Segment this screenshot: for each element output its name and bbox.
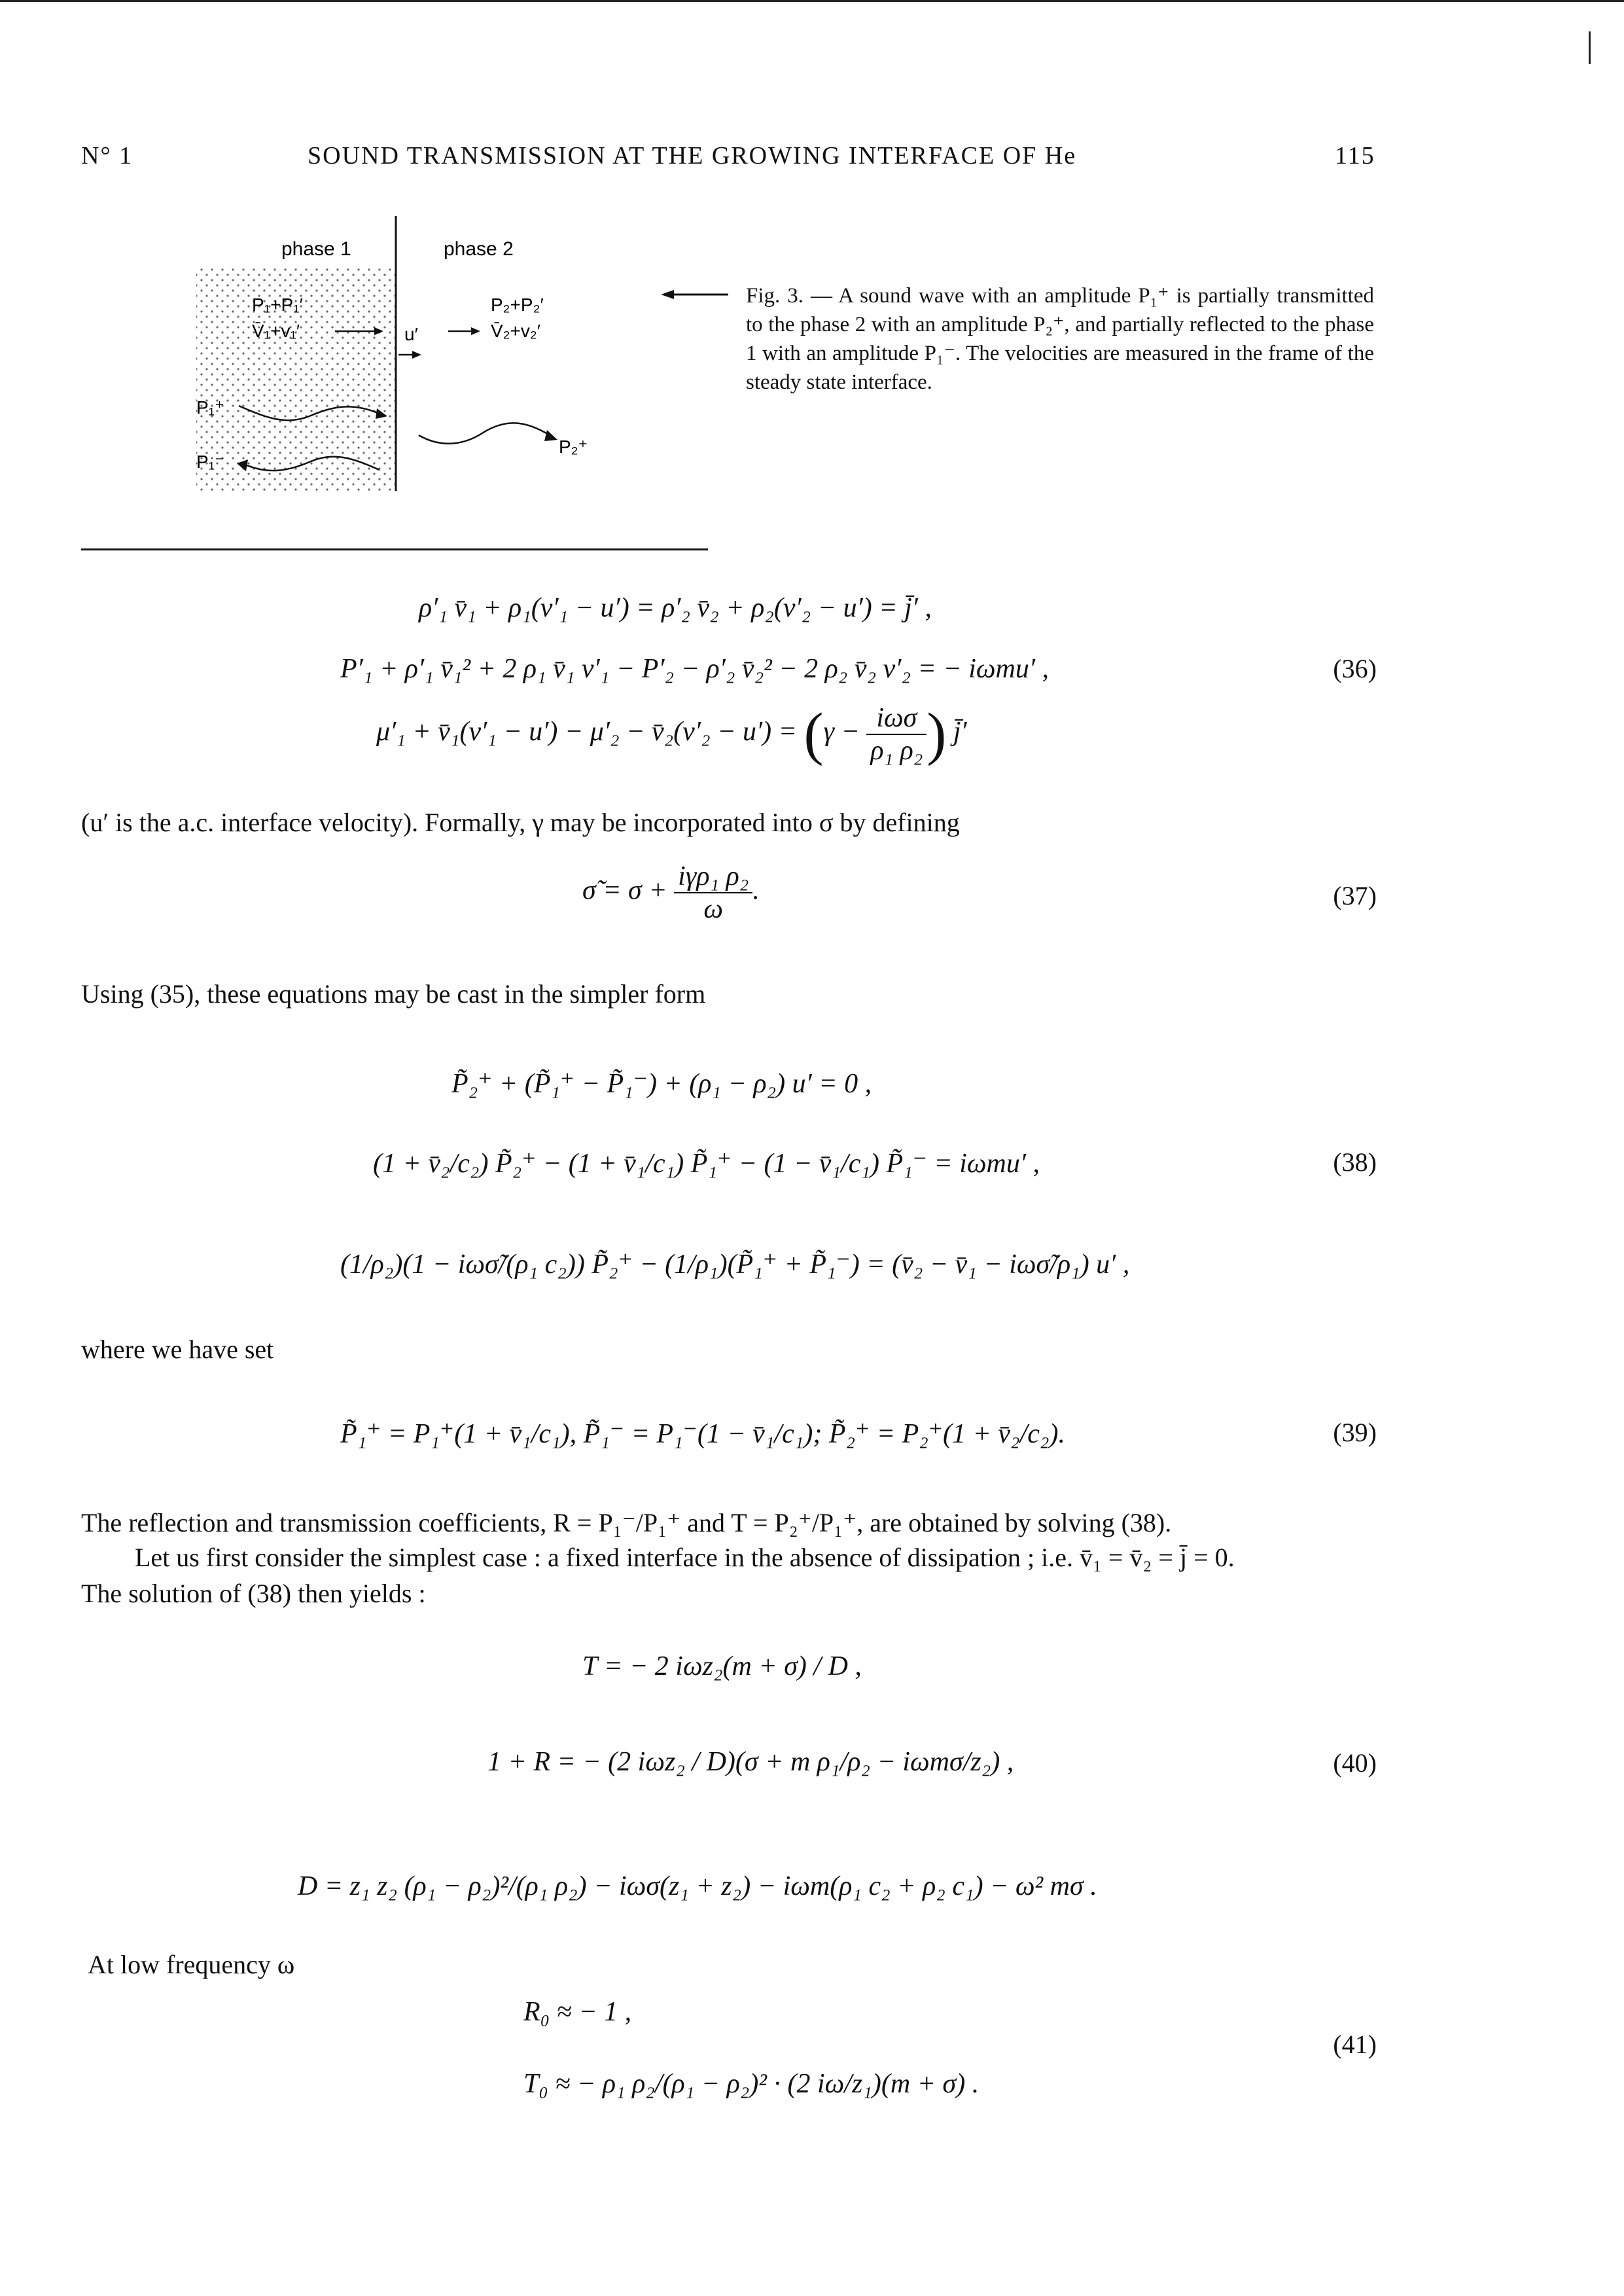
eq36-line1: ρ′₁ v̄₁ + ρ₁(v′₁ − u′) = ρ′₂ v̄₂ + ρ₂(v′₂ − u′) = j̄′ , <box>419 593 932 623</box>
transmitted-wave <box>419 423 550 443</box>
top-border <box>0 0 1624 2</box>
page-number: 115 <box>1335 142 1375 170</box>
eq36-num: iωσ <box>866 702 927 735</box>
p2-plus-label: P₂⁺ <box>559 437 588 457</box>
paragraph-4: The reflection and transmission coefficients, R = P₁⁻/P₁⁺ and T = P₂⁺/P₁⁺, are obtained by solving (38). <box>81 1508 1172 1537</box>
header-left: N° 1 <box>81 142 133 170</box>
eq36-number: (36) <box>1333 654 1377 683</box>
figure-caption: Fig. 3. — A sound wave with an amplitude P₁⁺ is partially transmitted to the phase 2 with an amplitude P₂⁺, and partially reflected to the phase 1 with an amplitude P₁⁻. The velocities are measured in the frame of the steady state interface. <box>746 284 1374 394</box>
eq37: σ̃ = σ + $\frac{\text{iγρ₁ ρ₂}}{\omega}$ . <box>582 861 760 924</box>
eq36-line2: P′₁ + ρ′₁ v̄₁² + 2 ρ₁ v̄₁ v′₁ − P′₂ − ρ′₂ v̄₂² − 2 ρ₂ v̄₂ v′₂ = − iωmu′ , <box>340 654 1050 684</box>
eq38-line3: (1/ρ₂)(1 − iωσ̃/(ρ₁ c₂)) P̃₂⁺ − (1/ρ₁)(P̃₁⁺ + P̃₁⁻) = (v̄₂ − v̄₁ − iωσ̃/ρ₁) u′ , <box>340 1249 1130 1280</box>
eq38-number: (38) <box>1333 1147 1377 1177</box>
eq41-line2: T₀ ≈ − ρ₁ ρ₂/(ρ₁ − ρ₂)² · (2 iω/z₁)(m + σ) . <box>523 2069 980 2099</box>
p1-state-label: P₁+P₁′ <box>252 295 303 315</box>
eq41-line1: R₀ ≈ − 1 , <box>523 1997 632 2027</box>
paragraph-1: (u′ is the a.c. interface velocity). Formally, γ may be incorporated into σ by defining <box>81 808 960 837</box>
eq36-den: ρ₁ ρ₂ <box>870 735 923 766</box>
v1-state-label: V̄₁+v₁′ <box>252 321 300 341</box>
eq40-line2: 1 + R = − (2 iωz₂ / D)(σ + m ρ₁/ρ₂ − iωmσ/z₂) , <box>487 1747 1014 1777</box>
paragraph-6: The solution of (38) then yields : <box>81 1579 426 1608</box>
phase2-label: phase 2 <box>444 238 514 260</box>
eq40-line3: D = z₁ z₂ (ρ₁ − ρ₂)²/(ρ₁ ρ₂) − iωσ(z₁ + z₂) − iωm(ρ₁ c₂ + ρ₂ c₁) − ω² mσ . <box>298 1871 1097 1901</box>
p2-state-label: P₂+P₂′ <box>491 295 544 315</box>
margin-mark <box>1589 31 1591 64</box>
paragraph-7: At low frequency ω <box>88 1950 295 1979</box>
figure-3 <box>183 209 733 504</box>
figure-separator <box>81 548 708 550</box>
caption-pointer <box>660 288 732 301</box>
paragraph-5: Let us first consider the simplest case : a fixed interface in the absence of dissipation ; i.e. v̄₁ = v̄₂ = j̄ = 0. <box>135 1543 1235 1572</box>
eq39-number: (39) <box>1333 1418 1377 1447</box>
eq40-number: (40) <box>1333 1748 1377 1778</box>
paragraph-2: Using (35), these equations may be cast in the simpler form <box>81 979 706 1009</box>
eq38-line1: P̃₂⁺ + (P̃₁⁺ − P̃₁⁻) + (ρ₁ − ρ₂) u′ = 0 , <box>451 1069 872 1099</box>
header-title: SOUND TRANSMISSION AT THE GROWING INTERFACE OF He <box>308 142 1077 170</box>
eq36-line3: μ′₁ + v̄₁(v′₁ − u′) − μ′₂ − v̄₂(v′₂ − u′) = (γ − $\frac{\text{iωσ}}{\text{ρ₁ ρ₂}}$ ) j̄′ <box>376 702 967 766</box>
eq41-number: (41) <box>1333 2030 1377 2059</box>
u-label: u′ <box>404 324 418 344</box>
eq40-line1: T = − 2 iωz₂(m + σ) / D , <box>582 1651 862 1681</box>
p1-plus-label: P₁⁺ <box>196 397 224 418</box>
v2-state-label: V̄₂+v₂′ <box>491 321 541 341</box>
eq38-line2: (1 + v̄₂/c₂) P̃₂⁺ − (1 + v̄₁/c₁) P̃₁⁺ − (1 − v̄₁/c₁) P̃₁⁻ = iωmu′ , <box>373 1149 1040 1179</box>
phase1-label: phase 1 <box>281 238 351 260</box>
paragraph-3: where we have set <box>81 1335 274 1364</box>
p1-minus-label: P₁⁻ <box>196 452 224 472</box>
eq37-number: (37) <box>1333 881 1377 910</box>
eq39: P̃₁⁺ = P₁⁺(1 + v̄₁/c₁), P̃₁⁻ = P₁⁻(1 − v̄₁/c₁); P̃₂⁺ = P₂⁺(1 + v̄₂/c₂). <box>340 1419 1065 1449</box>
